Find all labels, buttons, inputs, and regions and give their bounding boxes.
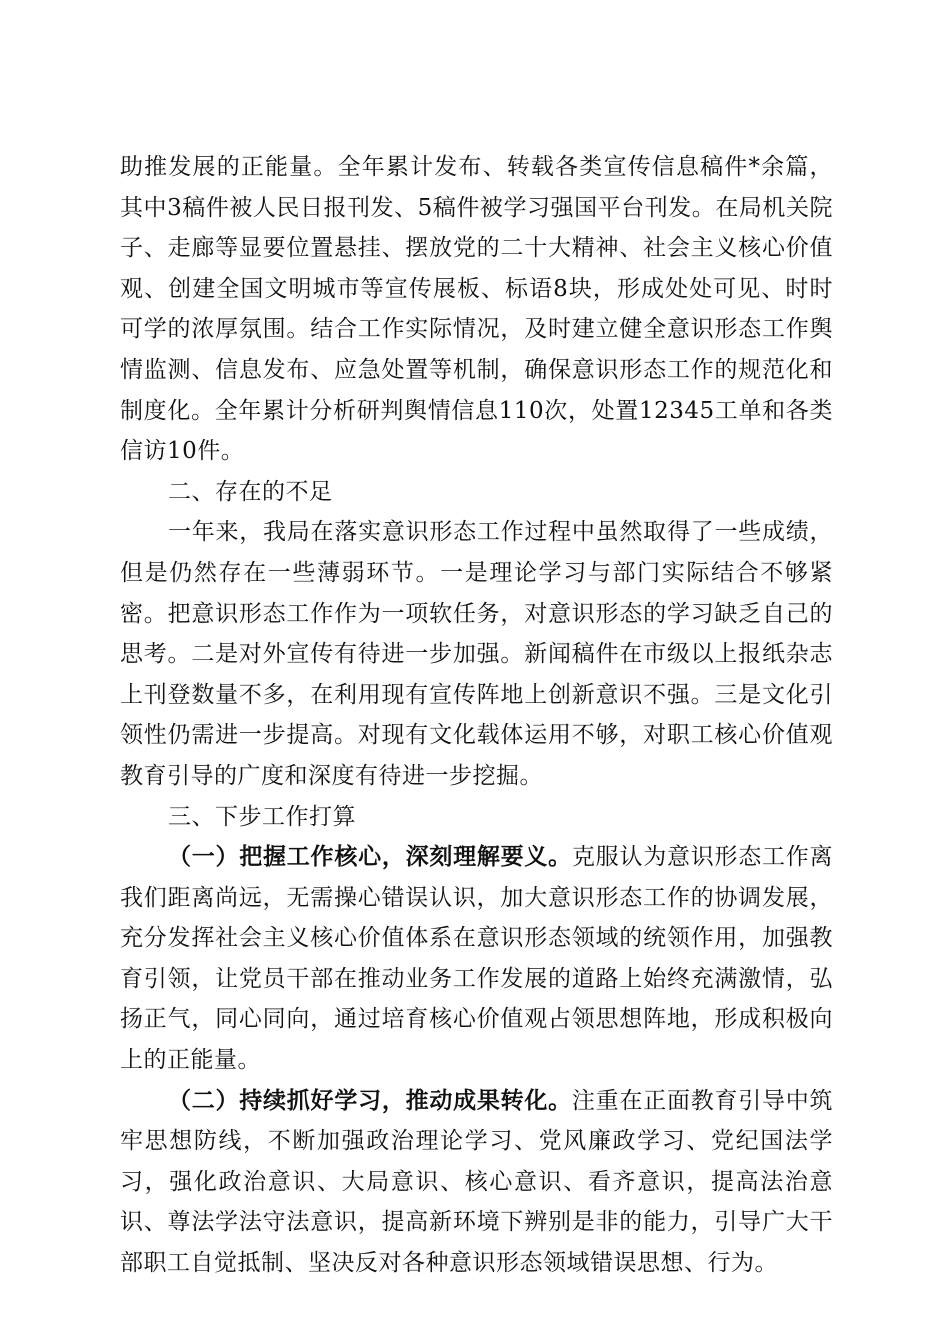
section-heading-next-steps: 三、下步工作打算 — [168, 803, 356, 830]
paragraph-next-step-2 — [120, 1081, 833, 1284]
paragraph-body-2: 注重在正面教育引导中筑牢思想防线，不断加强政治理论学习、党风廉政学习、党纪国法学习，强化政治意识、大局意识、核心意识、看齐意识，提高法治意识、尊法学法守法意识，提高新环境下辨别是非的能力，引导广大干部职工自觉抵制、坚决反对各种意识形态领域错误思想、行为。 — [120, 1087, 834, 1277]
section-heading-shortcomings: 二、存在的不足 — [168, 478, 333, 505]
paragraph-lead-2: （二）持续抓好学习，推动成果转化。 — [168, 1086, 572, 1114]
paragraph-body-1: 克服认为意识形态工作离我们距离尚远，无需操心错误认识，加大意识形态工作的协调发展，充分发挥社会主义核心价值体系在意识形态领域的统领作用，加强教育引领，让党员干部在推动业务工作发展的道路上始终充满激情，弘扬正气，同心同向，通过培育核心价值观占领思想阵地，形成积极向上的正能量。 — [120, 844, 834, 1074]
paragraph-publicity-summary: 助推发展的正能量。全年累计发布、转载各类宣传信息稿件*余篇，其中3稿件被人民日报刊发、5稿件被学习强国平台刊发。在局机关院子、走廊等显要位置悬挂、摆放党的二十大精神、社会主义核心价值观、创建全国文明城市等宣传展板、标语8块，形成处处可见、时时可学的浓厚氛围。结合工作实际情况，及时建立健全意识形态工作舆情监测、信息发布、应急处置等机制，确保意识形态工作的规范化和制度化。全年累计分析研判舆情信息110次，处置12345工单和各类信访10件。 — [120, 154, 833, 465]
paragraph-shortcomings: 一年来，我局在落实意识形态工作过程中虽然取得了一些成绩，但是仍然存在一些薄弱环节。一是理论学习与部门实际结合不够紧密。把意识形态工作作为一项软任务，对意识形态的学习缺乏自己的思考。二是对外宣传有待进一步加强。新闻稿件在市级以上报纸杂志上刊登数量不多，在利用现有宣传阵地上创新意识不强。三是文化引领性仍需进一步提高。对现有文化载体运用不够，对职工核心价值观教育引导的广度和深度有待进一步挖掘。 — [120, 519, 833, 789]
document-body — [120, 147, 833, 1284]
paragraph-next-step-1 — [120, 837, 833, 1081]
paragraph-lead-1: （一）把握工作核心，深刻理解要义。 — [168, 843, 572, 871]
